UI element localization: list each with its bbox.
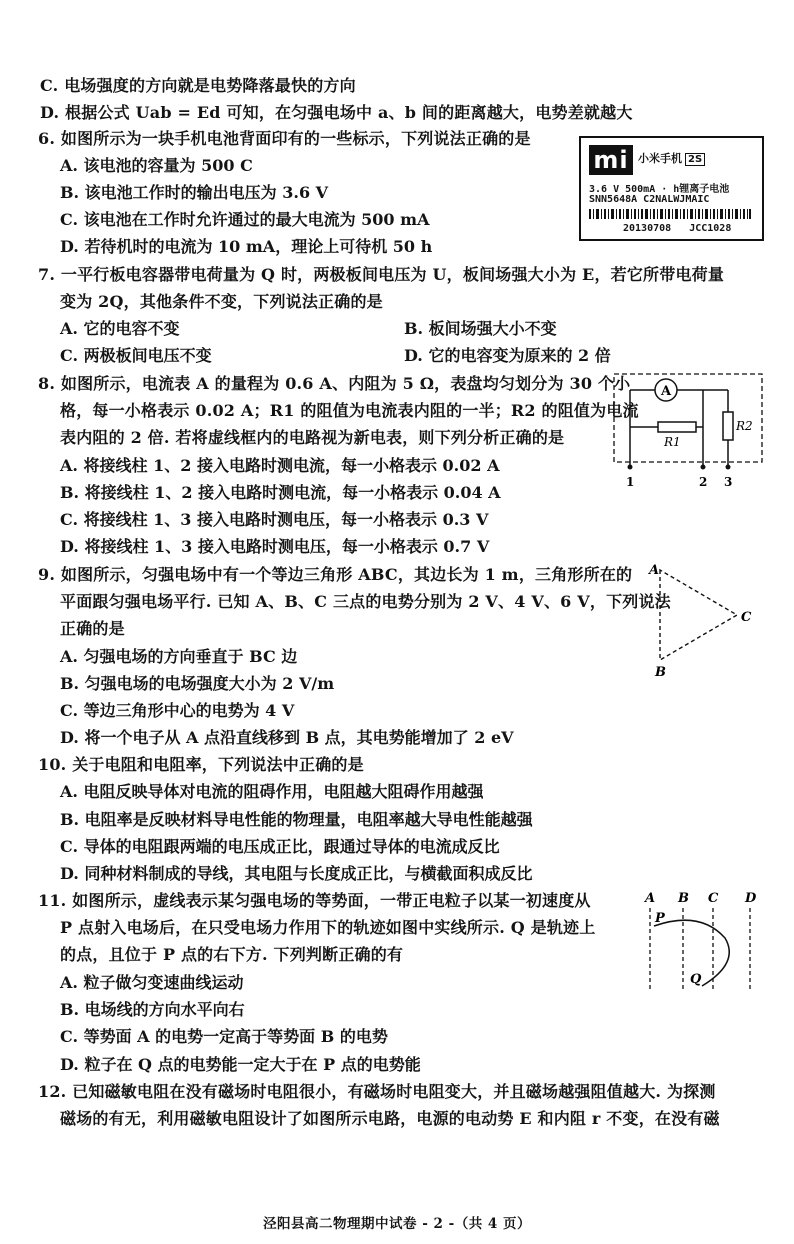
q9-stem-line1: 9. 如图所示，匀强电场中有一个等边三角形 ABC，其边长为 1 m，三角形所在的 bbox=[38, 565, 633, 584]
battery-date: 20130708 bbox=[623, 223, 672, 234]
q9-stem-line3: 正确的是 bbox=[60, 619, 125, 638]
q8-stem-line3: 表内阻的 2 倍. 若将虚线框内的电路视为新电表，则下列分析正确的是 bbox=[60, 428, 565, 447]
q7-option-d: D. 它的电容变为原来的 2 倍 bbox=[404, 346, 611, 365]
plane-b-label: B bbox=[678, 891, 689, 906]
q6-option-c: C. 该电池在工作时允许通过的最大电流为 500 mA bbox=[60, 210, 430, 229]
q9-stem-line2: 平面跟匀强电场平行. 已知 A、B、C 三点的电势分别为 2 V、4 V、6 V，下列说法 bbox=[60, 592, 671, 611]
q7-stem-line1: 7. 一平行板电容器带电荷量为 Q 时，两极板间电压为 U，板间场强大小为 E，若它所带电荷量 bbox=[38, 265, 725, 284]
q7-stem-line2: 变为 2Q，其他条件不变，下列说法正确的是 bbox=[60, 292, 383, 311]
r2-label: R2 bbox=[736, 419, 753, 433]
terminal-1-label: 1 bbox=[626, 475, 635, 489]
q11-option-d: D. 粒子在 Q 点的电势能一定大于在 P 点的电势能 bbox=[60, 1055, 421, 1074]
q11-option-c: C. 等势面 A 的电势一定高于等势面 B 的电势 bbox=[60, 1027, 388, 1046]
brand-logo: mi bbox=[589, 145, 633, 175]
point-p-label: P bbox=[655, 911, 665, 926]
q6-option-a: A. 该电池的容量为 500 C bbox=[60, 156, 253, 175]
q11-stem-line3: 的点，且位于 P 点的右下方. 下列判断正确的有 bbox=[60, 945, 404, 964]
r2-resistor bbox=[723, 412, 733, 440]
battery-code: JCC1028 bbox=[689, 223, 732, 234]
q11-option-b: B. 电场线的方向水平向右 bbox=[60, 1000, 245, 1019]
vertex-c-label: C bbox=[741, 610, 752, 625]
battery-model: 2S bbox=[685, 153, 705, 166]
r1-resistor bbox=[658, 422, 696, 432]
plane-c-label: C bbox=[708, 891, 719, 906]
q6-option-b: B. 该电池工作时的输出电压为 3.6 V bbox=[60, 183, 329, 202]
q8-option-c: C. 将接线柱 1、3 接入电路时测电压，每一小格表示 0.3 V bbox=[60, 510, 489, 529]
q11-option-a: A. 粒子做匀变速曲线运动 bbox=[60, 973, 244, 992]
q9-option-c: C. 等边三角形中心的电势为 4 V bbox=[60, 701, 295, 720]
q11-equipotential-diagram bbox=[640, 888, 760, 996]
q9-triangle-diagram bbox=[645, 560, 760, 680]
battery-spec: 3.6 V 500mA · h锂离子电池 bbox=[589, 184, 730, 195]
battery-brand bbox=[638, 150, 705, 166]
q6-stem: 6. 如图所示为一块手机电池背面印有的一些标示，下列说法正确的是 bbox=[38, 129, 531, 148]
page-footer: 泾阳县高二物理期中试卷 - 2 -（共 4 页） bbox=[263, 1216, 531, 1232]
q10-option-a: A. 电阻反映导体对电流的阻碍作用，电阻越大阻碍作用越强 bbox=[60, 782, 484, 801]
q10-option-c: C. 导体的电阻跟两端的电压成正比，跟通过导体的电流成反比 bbox=[60, 837, 500, 856]
q9-option-d: D. 将一个电子从 A 点沿直线移到 B 点，其电势能增加了 2 eV bbox=[60, 728, 514, 747]
point-q-label: Q bbox=[690, 972, 702, 987]
battery-serial: SNN5648A C2NALWJMAIC bbox=[589, 194, 710, 205]
q8-circuit-diagram bbox=[608, 370, 768, 495]
q10-option-b: B. 电阻率是反映材料导电性能的物理量，电阻率越大导电性能越强 bbox=[60, 810, 533, 829]
q10-stem: 10. 关于电阻和电阻率，下列说法中正确的是 bbox=[38, 755, 364, 774]
q12-stem-line2: 磁场的有无，利用磁敏电阻设计了如图所示电路，电源的电动势 E 和内阻 r 不变，在没有磁 bbox=[60, 1109, 720, 1128]
plane-d-label: D bbox=[745, 891, 757, 906]
battery-dates bbox=[623, 223, 731, 234]
q9-option-b: B. 匀强电场的电场强度大小为 2 V/m bbox=[60, 674, 335, 693]
q8-option-d: D. 将接线柱 1、3 接入电路时测电压，每一小格表示 0.7 V bbox=[60, 537, 490, 556]
barcode-icon bbox=[589, 209, 751, 219]
q6-option-d: D. 若待机时的电流为 10 mA，理论上可待机 50 h bbox=[60, 237, 433, 256]
vertex-a-label: A bbox=[649, 563, 660, 578]
q12-stem-line1: 12. 已知磁敏电阻在没有磁场时电阻很小，有磁场时电阻变大，并且磁场越强阻值越大. 为探测 bbox=[38, 1082, 716, 1101]
q7-option-b: B. 板间场强大小不变 bbox=[404, 319, 557, 338]
q8-stem-line1: 8. 如图所示，电流表 A 的量程为 0.6 A、内阻为 5 Ω，表盘均匀划分为 30 个小 bbox=[38, 374, 631, 393]
terminal-2-label: 2 bbox=[699, 475, 708, 489]
battery-brand-name: 小米手机 bbox=[638, 152, 682, 165]
terminal-3-label: 3 bbox=[724, 475, 733, 489]
q8-option-a: A. 将接线柱 1、2 接入电路时测电流，每一小格表示 0.02 A bbox=[60, 456, 500, 475]
q5-option-d: D. 根据公式 Uab = Ed 可知，在匀强电场中 a、b 间的距离越大，电势差就越大 bbox=[40, 103, 633, 122]
q9-option-a: A. 匀强电场的方向垂直于 BC 边 bbox=[60, 647, 298, 666]
q11-stem-line1: 11. 如图所示，虚线表示某匀强电场的等势面，一带正电粒子以某一初速度从 bbox=[38, 891, 591, 910]
q7-option-a: A. 它的电容不变 bbox=[60, 319, 180, 338]
q11-stem-line2: P 点射入电场后，在只受电场力作用下的轨迹如图中实线所示. Q 是轨迹上 bbox=[60, 918, 596, 937]
ammeter-label: A bbox=[660, 384, 672, 399]
q8-stem-line2: 格，每一小格表示 0.02 A；R1 的阻值为电流表内阻的一半；R2 的阻值为电流 bbox=[60, 401, 639, 420]
r1-label: R1 bbox=[664, 435, 681, 449]
plane-a-label: A bbox=[645, 891, 656, 906]
q5-option-c: C. 电场强度的方向就是电势降落最快的方向 bbox=[40, 76, 356, 95]
vertex-b-label: B bbox=[655, 665, 666, 680]
battery-label bbox=[579, 136, 764, 241]
q7-option-c: C. 两极板间电压不变 bbox=[60, 346, 212, 365]
q10-option-d: D. 同种材料制成的导线，其电阻与长度成正比，与横截面积成反比 bbox=[60, 864, 533, 883]
q8-option-b: B. 将接线柱 1、2 接入电路时测电流，每一小格表示 0.04 A bbox=[60, 483, 501, 502]
